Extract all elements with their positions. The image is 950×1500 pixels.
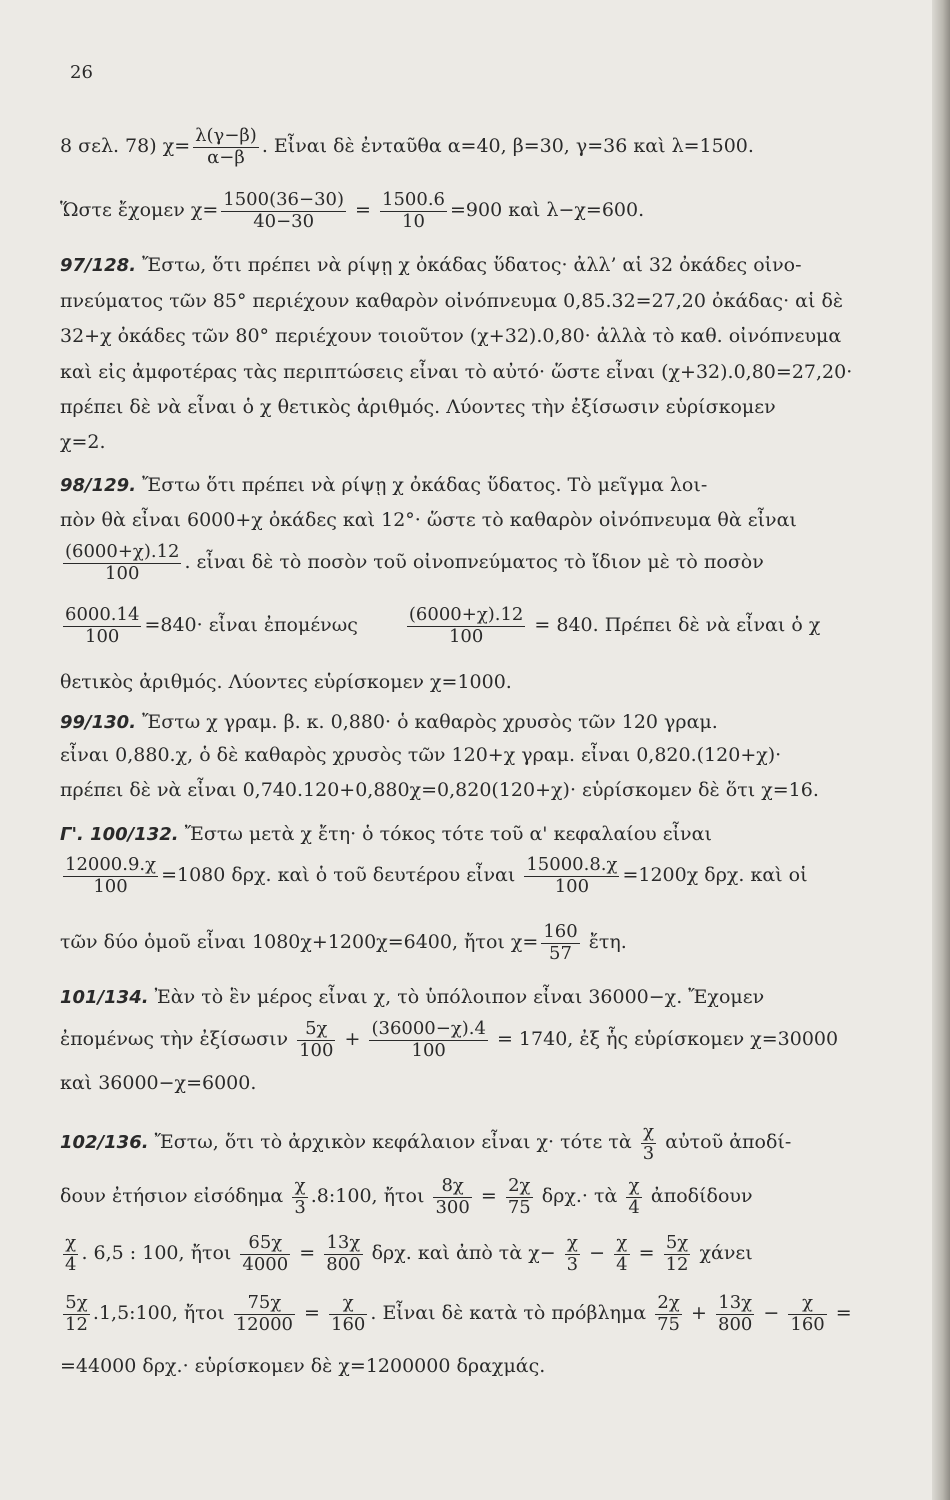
text-line: 8 σελ. 78) χ= $\frac{\lambda(\gamma-\beta)}{\alpha-\beta}$ . Εἶναι δὲ ἐνταῦθα α=40, β=30, γ=36 καὶ λ=1500. bbox=[60, 125, 754, 168]
text-line: καὶ εἰς ἀμφοτέρας τὰς περιπτώσεις εἶναι τὸ αὐτό· ὥστε εἶναι (χ+32).0,80=27,20· bbox=[60, 361, 853, 383]
fraction: $\frac{\chi}{3}$ bbox=[642, 1121, 655, 1164]
fraction: $\frac{\chi}{160}$ bbox=[331, 1292, 366, 1335]
text-line: τῶν δύο ὁμοῦ εἶναι 1080χ+1200χ=6400, ἤτοι χ= $\frac{160}{57}$ ἔτη. bbox=[60, 921, 627, 964]
page-edge-shadow bbox=[932, 0, 950, 1500]
problem-number: 99/130. bbox=[60, 712, 137, 733]
fraction: $\frac{5\chi}{12}$ bbox=[65, 1292, 88, 1335]
problem-number: 102/136. bbox=[60, 1132, 149, 1154]
text-line: Ὥστε ἔχομεν χ= $\frac{1500(36-30)}{40-30}$ = $\frac{1500.6}{10}$ =900 καὶ λ−χ=600. bbox=[60, 189, 645, 232]
text-line: δουν ἐτήσιον εἰσόδημα $\frac{\chi}{3}$ .8:100, ἤτοι $\frac{8\chi}{300}$ = $\frac{2\chi}{75}$ δρχ.· τὰ $\frac{\chi}{4}$ ἀποδίδουν bbox=[60, 1175, 753, 1218]
text-line: 97/128. Ἔστω, ὅτι πρέπει νὰ ρίψῃ χ ὀκάδας ὕδατος· ἀλλ’ αἱ 32 ὀκάδες οἰνο- bbox=[60, 254, 802, 276]
text-line: $\frac{(6000+\chi).12}{100}$ . εἶναι δὲ τὸ ποσὸν τοῦ οἰνοπνεύματος τὸ ἴδιον μὲ τὸ ποσὸν bbox=[65, 541, 764, 584]
text-line: πὸν θὰ εἶναι 6000+χ ὀκάδες καὶ 12°· ὥστε τὸ καθαρὸν οἰνόπνευμα θὰ εἶναι bbox=[60, 509, 797, 531]
fraction: $\frac{\chi}{4}$ bbox=[65, 1232, 77, 1275]
fraction: $\frac{160}{57}$ bbox=[543, 921, 578, 964]
text-line: πρέπει δὲ νὰ εἶναι ὁ χ θετικὸς ἀριθμός. Λύοντες τὴν ἐξίσωσιν εὑρίσκομεν bbox=[60, 396, 776, 418]
fraction: $\frac{15000.8.\chi}{100}$ bbox=[526, 854, 618, 897]
fraction: $\frac{1500.6}{10}$ bbox=[382, 189, 445, 232]
fraction: $\frac{75\chi}{12000}$ bbox=[235, 1292, 293, 1335]
text-line: 32+χ ὀκάδες τῶν 80° περιέχουν τοιοῦτον (χ+32).0,80· ἀλλὰ τὸ καθ. οἰνόπνευμα bbox=[60, 325, 842, 347]
fraction: $\frac{13\chi}{800}$ bbox=[326, 1232, 361, 1275]
problem-number: 97/128. bbox=[60, 255, 137, 276]
text-line: $\frac{5\chi}{12}$ .1,5:100, ἤτοι $\frac{75\chi}{12000}$ = $\frac{\chi}{160}$ . Εἶναι δὲ κατὰ τὸ πρόβλημα $\frac{2\chi}{75}$ + $\frac{13\chi}{800}$ − $\frac{\chi}{160}$ = bbox=[65, 1292, 852, 1335]
fraction: $\frac{8\chi}{300}$ bbox=[435, 1175, 470, 1218]
fraction: $\frac{2\chi}{75}$ bbox=[657, 1292, 681, 1335]
text-line: =44000 δρχ.· εὑρίσκομεν δὲ χ=1200000 δραχμάς. bbox=[60, 1355, 546, 1377]
text-line: 99/130. Ἔστω χ γραμ. β. κ. 0,880· ὁ καθαρὸς χρυσὸς τῶν 120 γραμ. bbox=[60, 711, 718, 733]
problem-number: 101/134. bbox=[60, 987, 149, 1008]
text-line: πνεύματος τῶν 85° περιέχουν καθαρὸν οἰνόπνευμα 0,85.32=27,20 ὀκάδας· αἱ δὲ bbox=[60, 290, 844, 312]
fraction: $\frac{(6000+\chi).12}{100}$ bbox=[65, 541, 180, 584]
fraction: $\frac{\chi}{160}$ bbox=[790, 1292, 825, 1335]
text-line: $\frac{\chi}{4}$ . 6,5 : 100, ἤτοι $\frac{65\chi}{4000}$ = $\frac{13\chi}{800}$ δρχ. καὶ ἀπὸ τὰ χ− $\frac{\chi}{3}$ − $\frac{\chi}{4}$ = $\frac{5\chi}{12}$ χάνει bbox=[65, 1232, 753, 1275]
fraction: $\frac{\chi}{3}$ bbox=[294, 1175, 306, 1218]
fraction: $\frac{\chi}{3}$ bbox=[566, 1232, 579, 1275]
fraction: $\frac{1500(36-30)}{40-30}$ bbox=[223, 189, 345, 232]
fraction: $\frac{(6000+\chi).12}{100}$ bbox=[408, 604, 524, 647]
text-line: $\frac{12000.9.\chi}{100}$ =1080 δρχ. καὶ ὁ τοῦ δευτέρου εἶναι $\frac{15000.8.\chi}{100}$ =1200χ δρχ. καὶ οἱ bbox=[65, 854, 808, 897]
fraction: $\frac{12000.9.\chi}{100}$ bbox=[65, 854, 157, 897]
text-line: $\frac{6000.14}{100}$ =840· εἶναι ἐπομένως $\frac{(6000+\chi).12}{100}$ = 840. Πρέπει δὲ νὰ εἶναι ὁ χ bbox=[65, 604, 821, 647]
fraction: $\frac{5\chi}{12}$ bbox=[665, 1232, 689, 1275]
fraction: $\frac{(36000-\chi).4}{100}$ bbox=[371, 1018, 486, 1061]
text-line: πρέπει δὲ νὰ εἶναι 0,740.120+0,880χ=0,820(120+χ)· εὑρίσκομεν δὲ ὅτι χ=16. bbox=[60, 779, 819, 801]
text-line: θετικὸς ἀριθμός. Λύοντες εὑρίσκομεν χ=1000. bbox=[60, 671, 512, 693]
page-number: 26 bbox=[70, 62, 93, 83]
fraction: $\frac{13\chi}{800}$ bbox=[718, 1292, 753, 1335]
text-line: ἐπομένως τὴν ἐξίσωσιν $\frac{5\chi}{100}$ + $\frac{(36000-\chi).4}{100}$ = 1740, ἐξ ἧς εὑρίσκομεν χ=30000 bbox=[60, 1018, 839, 1061]
fraction: $\frac{6000.14}{100}$ bbox=[65, 604, 140, 647]
text-line: 102/136. Ἔστω, ὅτι τὸ ἀρχικὸν κεφάλαιον εἶναι χ· τότε τὰ $\frac{\chi}{3}$ αὐτοῦ ἀποδί- bbox=[60, 1121, 792, 1164]
text-line: χ=2. bbox=[60, 431, 106, 453]
fraction: $\frac{65\chi}{4000}$ bbox=[242, 1232, 289, 1275]
text-line: 98/129. Ἔστω ὅτι πρέπει νὰ ρίψῃ χ ὀκάδας ὕδατος. Τὸ μεῖγμα λοι- bbox=[60, 474, 708, 496]
text-line: Γ'. 100/132. Ἔστω μετὰ χ ἔτη· ὁ τόκος τότε τοῦ α' κεφαλαίου εἶναι bbox=[60, 823, 712, 845]
text-line: 101/134. Ἐὰν τὸ ἓν μέρος εἶναι χ, τὸ ὑπόλοιπον εἶναι 36000−χ. Ἔχομεν bbox=[60, 986, 765, 1008]
text-line: εἶναι 0,880.χ, ὁ δὲ καθαρὸς χρυσὸς τῶν 120+χ γραμ. εἶναι 0,820.(120+χ)· bbox=[60, 744, 782, 766]
fraction: $\frac{\chi}{4}$ bbox=[616, 1232, 628, 1275]
problem-number: 98/129. bbox=[60, 475, 137, 496]
fraction: $\frac{2\chi}{75}$ bbox=[507, 1175, 531, 1218]
text-line: καὶ 36000−χ=6000. bbox=[60, 1072, 257, 1094]
fraction: $\frac{\chi}{4}$ bbox=[628, 1175, 640, 1218]
fraction: $\frac{5\chi}{100}$ bbox=[299, 1018, 334, 1061]
fraction: $\frac{\lambda(\gamma-\beta)}{\alpha-\beta}$ bbox=[195, 125, 257, 168]
problem-number: Γ'. 100/132. bbox=[60, 824, 179, 845]
